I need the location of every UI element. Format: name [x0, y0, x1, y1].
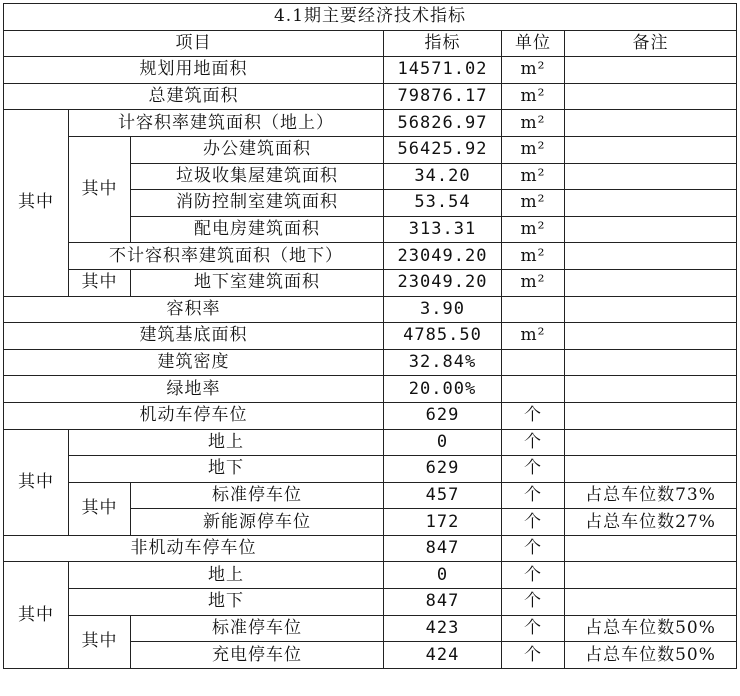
row-value: 53.54	[384, 190, 502, 217]
row-unit: m²	[502, 190, 565, 217]
row-value: 629	[384, 456, 502, 483]
row-label: 机动车停车位	[4, 402, 384, 429]
row-unit	[502, 349, 565, 376]
economic-indicators-table	[3, 3, 737, 669]
row-note	[565, 589, 737, 616]
row-label: 总建筑面积	[4, 83, 384, 110]
table-title: 4.1期主要经济技术指标	[4, 4, 737, 31]
row-value: 0	[384, 562, 502, 589]
row-note: 占总车位数50%	[565, 615, 737, 642]
table-row	[4, 136, 737, 163]
table-row	[4, 323, 737, 350]
row-label: 地下	[69, 456, 384, 483]
row-label: 规划用地面积	[4, 57, 384, 84]
table-row	[4, 349, 737, 376]
subgroup-label-underground: 其中	[69, 269, 131, 296]
row-value: 424	[384, 642, 502, 669]
row-note	[565, 190, 737, 217]
row-unit: 个	[502, 402, 565, 429]
row-label: 新能源停车位	[131, 509, 384, 536]
row-value: 20.00%	[384, 376, 502, 403]
subgroup-label-above-ground: 其中	[69, 136, 131, 242]
table-row	[4, 110, 737, 137]
row-label: 消防控制室建筑面积	[131, 190, 384, 217]
row-value: 847	[384, 535, 502, 562]
row-note: 占总车位数27%	[565, 509, 737, 536]
table-row	[4, 296, 737, 323]
row-note	[565, 83, 737, 110]
header-unit: 单位	[502, 30, 565, 57]
row-unit	[502, 376, 565, 403]
subgroup-label-bicycle-underground: 其中	[69, 615, 131, 668]
row-value: 4785.50	[384, 323, 502, 350]
row-unit: 个	[502, 589, 565, 616]
row-value: 313.31	[384, 216, 502, 243]
row-note	[565, 163, 737, 190]
row-label: 建筑密度	[4, 349, 384, 376]
row-note	[565, 323, 737, 350]
row-unit: 个	[502, 429, 565, 456]
row-unit: m²	[502, 216, 565, 243]
row-label: 绿地率	[4, 376, 384, 403]
row-label: 标准停车位	[131, 482, 384, 509]
row-note: 占总车位数73%	[565, 482, 737, 509]
row-note	[565, 535, 737, 562]
row-value: 56425.92	[384, 136, 502, 163]
row-note	[565, 349, 737, 376]
row-note	[565, 243, 737, 270]
row-note	[565, 456, 737, 483]
table-row	[4, 535, 737, 562]
table-row	[4, 83, 737, 110]
header-value: 指标	[384, 30, 502, 57]
row-unit: 个	[502, 482, 565, 509]
row-value: 629	[384, 402, 502, 429]
table-row	[4, 429, 737, 456]
table-row	[4, 482, 737, 509]
table-row	[4, 243, 737, 270]
table-row	[4, 269, 737, 296]
row-unit: 个	[502, 456, 565, 483]
table-row	[4, 57, 737, 84]
row-value: 0	[384, 429, 502, 456]
row-label: 不计容积率建筑面积（地下）	[69, 243, 384, 270]
row-unit: m²	[502, 57, 565, 84]
header-item: 项目	[4, 30, 384, 57]
subgroup-label-motor-underground: 其中	[69, 482, 131, 535]
row-label: 容积率	[4, 296, 384, 323]
row-unit: 个	[502, 509, 565, 536]
row-label: 建筑基底面积	[4, 323, 384, 350]
row-unit: 个	[502, 562, 565, 589]
row-unit: 个	[502, 535, 565, 562]
header-row	[4, 30, 737, 57]
group-label-area: 其中	[4, 110, 69, 296]
row-value: 457	[384, 482, 502, 509]
row-unit: m²	[502, 83, 565, 110]
row-label: 计容积率建筑面积（地上）	[69, 110, 384, 137]
row-label: 地下室建筑面积	[131, 269, 384, 296]
row-label: 垃圾收集屋建筑面积	[131, 163, 384, 190]
table-row	[4, 615, 737, 642]
row-unit: m²	[502, 323, 565, 350]
table-row	[4, 589, 737, 616]
row-label: 办公建筑面积	[131, 136, 384, 163]
row-note	[565, 216, 737, 243]
row-note	[565, 402, 737, 429]
row-label: 非机动车停车位	[4, 535, 384, 562]
row-note	[565, 269, 737, 296]
row-label: 地上	[69, 429, 384, 456]
group-label-bicycle-parking: 其中	[4, 562, 69, 668]
row-value: 23049.20	[384, 269, 502, 296]
title-row	[4, 4, 737, 31]
row-unit: m²	[502, 269, 565, 296]
row-value: 34.20	[384, 163, 502, 190]
row-label: 标准停车位	[131, 615, 384, 642]
row-label: 充电停车位	[131, 642, 384, 669]
row-label: 配电房建筑面积	[131, 216, 384, 243]
row-unit: m²	[502, 163, 565, 190]
row-note	[565, 110, 737, 137]
row-value: 56826.97	[384, 110, 502, 137]
row-note	[565, 296, 737, 323]
row-note	[565, 429, 737, 456]
header-note: 备注	[565, 30, 737, 57]
row-value: 3.90	[384, 296, 502, 323]
row-note	[565, 57, 737, 84]
row-label: 地下	[69, 589, 384, 616]
row-value: 847	[384, 589, 502, 616]
row-value: 423	[384, 615, 502, 642]
row-value: 79876.17	[384, 83, 502, 110]
table-row	[4, 402, 737, 429]
row-value: 32.84%	[384, 349, 502, 376]
row-label: 地上	[69, 562, 384, 589]
row-note	[565, 562, 737, 589]
row-value: 14571.02	[384, 57, 502, 84]
row-value: 172	[384, 509, 502, 536]
table-row	[4, 376, 737, 403]
row-note: 占总车位数50%	[565, 642, 737, 669]
group-label-motor-parking: 其中	[4, 429, 69, 535]
row-unit: m²	[502, 110, 565, 137]
row-unit: 个	[502, 615, 565, 642]
row-value: 23049.20	[384, 243, 502, 270]
row-unit: m²	[502, 136, 565, 163]
table-row	[4, 562, 737, 589]
row-unit: 个	[502, 642, 565, 669]
table-row	[4, 456, 737, 483]
row-unit: m²	[502, 243, 565, 270]
row-note	[565, 136, 737, 163]
row-unit	[502, 296, 565, 323]
row-note	[565, 376, 737, 403]
